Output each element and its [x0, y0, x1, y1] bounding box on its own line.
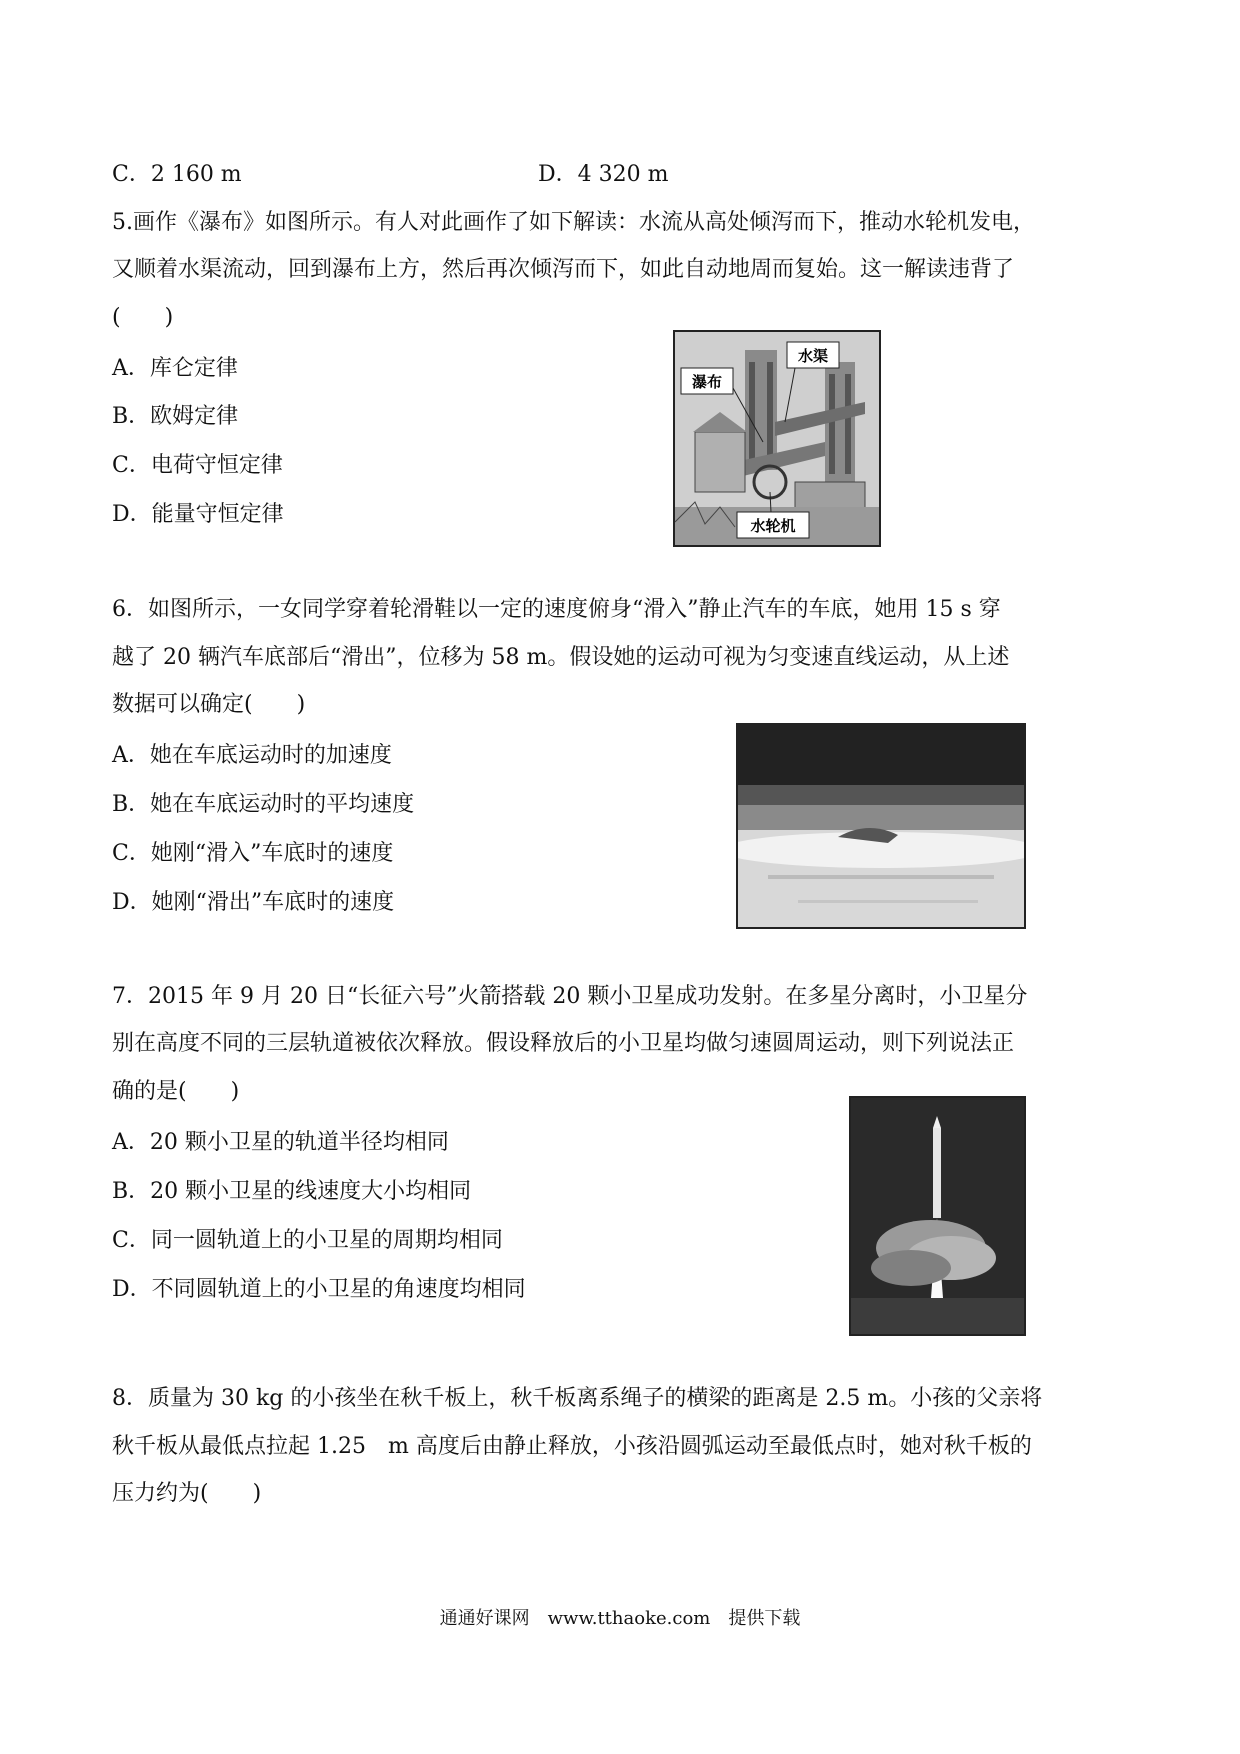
- q7-stem-line2: 别在高度不同的三层轨道被依次释放。假设释放后的小卫星均做匀速圆周运动，则下列说法正: [112, 1031, 1015, 1056]
- q5-option-d: D．能量守恒定律: [112, 502, 284, 527]
- q6-stem-line3: 数据可以确定( ): [112, 692, 306, 717]
- rocket-photo: [849, 1096, 1026, 1336]
- skating-photo: [736, 723, 1026, 929]
- q5-option-c: C．电荷守恒定律: [112, 453, 283, 478]
- q6-option-a: A．她在车底运动时的加速度: [112, 743, 392, 768]
- q7-option-a: A．20 颗小卫星的轨道半径均相同: [112, 1130, 449, 1155]
- q7-option-d: D．不同圆轨道上的小卫星的角速度均相同: [112, 1277, 526, 1302]
- q5-option-b: B．欧姆定律: [112, 404, 239, 429]
- q5-stem-line1: 5.画作《瀑布》如图所示。有人对此画作了如下解读：水流从高处倾泻而下，推动水轮机发电，: [112, 210, 1035, 235]
- q7-option-b: B．20 颗小卫星的线速度大小均相同: [112, 1179, 472, 1204]
- q6-stem-line2: 越了 20 辆汽车底部后“滑出”，位移为 58 m。假设她的运动可视为匀变速直线运动，从上述: [112, 645, 1010, 670]
- q4-option-c: C．2 160 m: [112, 162, 242, 187]
- q6-option-d: D．她刚“滑出”车底时的速度: [112, 890, 395, 915]
- footer-credit: 通通好课网 www.tthaoke.com 提供下载: [439, 1608, 801, 1629]
- q5-stem-line3: ( ): [112, 305, 174, 330]
- q6-stem-line1: 6．如图所示，一女同学穿着轮滑鞋以一定的速度俯身“滑入”静止汽车的车底，她用 15 s 穿: [112, 597, 1001, 622]
- figure-label-turbine: 水轮机: [750, 517, 796, 535]
- q8-stem-line2: 秋千板从最低点拉起 1.25 m 高度后由静止释放，小孩沿圆弧运动至最低点时，她对秋千板的: [112, 1434, 1032, 1459]
- waterfall-figure: [673, 330, 881, 547]
- figure-label-waterfall: 瀑布: [691, 373, 723, 391]
- q5-stem-line2: 又顺着水渠流动，回到瀑布上方，然后再次倾泻而下，如此自动地周而复始。这一解读违背了: [112, 257, 1015, 282]
- q5-option-a: A．库仑定律: [112, 356, 238, 381]
- q7-option-c: C．同一圆轨道上的小卫星的周期均相同: [112, 1228, 503, 1253]
- q6-option-b: B．她在车底运动时的平均速度: [112, 792, 415, 817]
- q7-stem-line3: 确的是( ): [112, 1079, 240, 1104]
- figure-label-channel: 水渠: [797, 347, 829, 365]
- q7-stem-line1: 7．2015 年 9 月 20 日“长征六号”火箭搭载 20 颗小卫星成功发射。在多星分离时，小卫星分: [112, 984, 1028, 1009]
- q6-option-c: C．她刚“滑入”车底时的速度: [112, 841, 394, 866]
- q8-stem-line3: 压力约为( ): [112, 1481, 262, 1506]
- q4-option-d: D．4 320 m: [538, 162, 669, 187]
- q8-stem-line1: 8．质量为 30 kg 的小孩坐在秋千板上，秋千板离系绳子的横梁的距离是 2.5 m。小孩的父亲将: [112, 1386, 1043, 1411]
